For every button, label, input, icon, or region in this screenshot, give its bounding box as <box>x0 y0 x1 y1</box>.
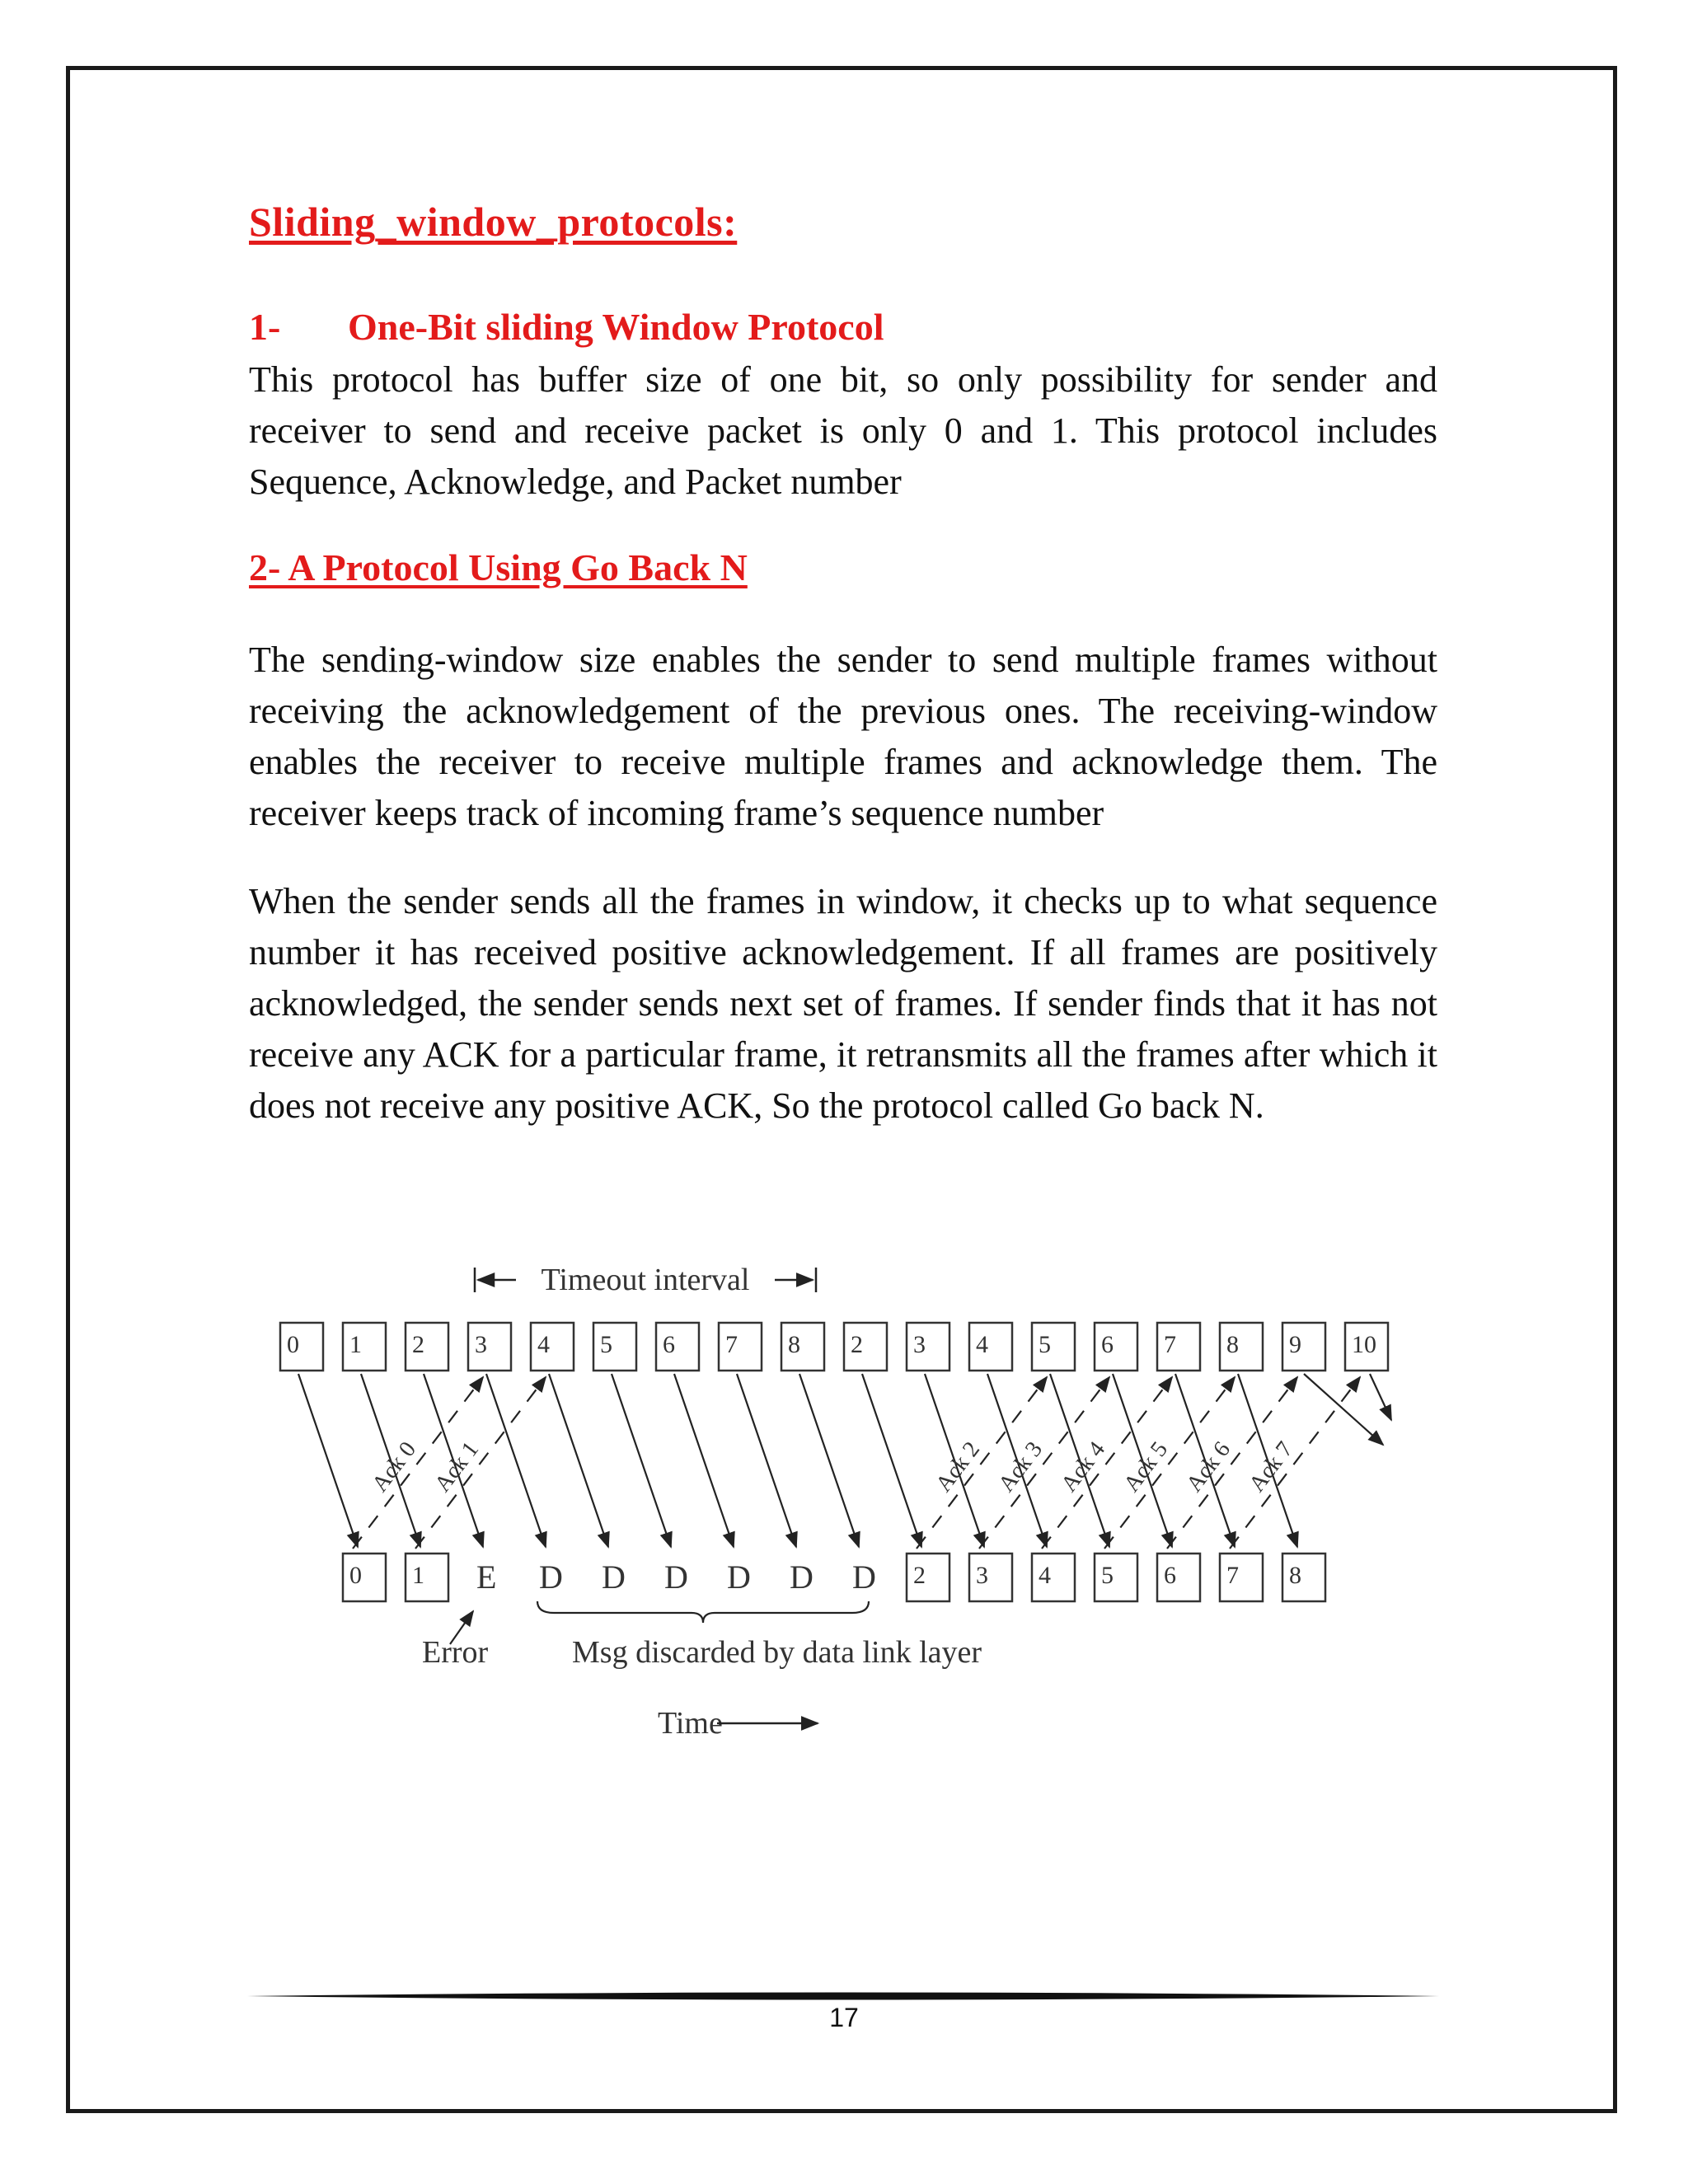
receiver-frame-label: 8 <box>1289 1562 1301 1589</box>
sender-frame-label: 9 <box>1289 1331 1301 1358</box>
sender-frame-label: 4 <box>976 1331 988 1358</box>
section2-paragraph-2: When the sender sends all the frames in window, it checks up to what sequence number it has received positive acknowledgement. If all frames are positively acknowledged, the sender sends next set of frames. If sender finds that it has not receive any ACK for a particular frame, it retransmits all the frames after which it does not receive any positive ACK, So the protocol called Go back N. <box>249 881 1437 1126</box>
receiver-frame-label: 2 <box>913 1562 926 1589</box>
ack-label: Ack 0 <box>367 1436 422 1497</box>
receiver-frame-label: 7 <box>1226 1562 1239 1589</box>
receiver-frame-label: 5 <box>1101 1562 1114 1589</box>
ack-label: Ack 4 <box>1056 1436 1111 1497</box>
sender-frame-label: 7 <box>1164 1331 1176 1358</box>
go-back-n-diagram <box>272 1244 1409 1772</box>
sender-frame-label: 6 <box>663 1331 675 1358</box>
error-label: Error <box>422 1635 489 1670</box>
error-mark: E <box>476 1558 497 1596</box>
sender-frame-label: 4 <box>537 1331 550 1358</box>
frame-arrow <box>486 1374 546 1547</box>
receiver-frame-label: 0 <box>349 1562 362 1589</box>
section1-number: 1- <box>249 306 281 348</box>
section2-heading: 2- A Protocol Using Go Back N <box>249 546 748 588</box>
discard-mark: D <box>539 1558 563 1596</box>
ack-arrow <box>415 1377 546 1549</box>
receiver-frame-label: 1 <box>412 1562 424 1589</box>
sender-frame-label: 0 <box>287 1331 299 1358</box>
sender-frame-label: 8 <box>1226 1331 1239 1358</box>
time-label: Time <box>658 1706 723 1741</box>
ack-label: Ack 7 <box>1244 1436 1299 1497</box>
sender-frame-label: 3 <box>913 1331 926 1358</box>
receiver-frame-label: 4 <box>1039 1562 1051 1589</box>
sender-frame-label: 10 <box>1352 1331 1376 1358</box>
discard-brace <box>537 1601 869 1623</box>
ack-arrow <box>1230 1377 1360 1549</box>
sender-frame-label: 5 <box>600 1331 612 1358</box>
frame-arrow <box>862 1374 921 1547</box>
footer-divider <box>247 1990 1439 2002</box>
discard-mark: D <box>727 1558 751 1596</box>
discard-mark: D <box>790 1558 814 1596</box>
ack-label: Ack 6 <box>1181 1436 1236 1497</box>
receiver-frame-label: 6 <box>1164 1562 1176 1589</box>
section1-heading <box>249 305 884 349</box>
receiver-frame-label: 3 <box>976 1562 988 1589</box>
frame-arrow <box>549 1374 608 1547</box>
sender-frame-label: 7 <box>725 1331 738 1358</box>
ack-label: Ack 3 <box>993 1436 1048 1497</box>
sender-frame-label: 2 <box>851 1331 863 1358</box>
ack-label: Ack 5 <box>1118 1436 1174 1497</box>
frame-arrow <box>1370 1374 1391 1420</box>
page-title: Sliding_window_protocols: <box>249 199 738 245</box>
frame-arrow <box>612 1374 671 1547</box>
discard-mark: D <box>852 1558 876 1596</box>
page-number: 17 <box>829 2003 859 2032</box>
sender-frame-label: 2 <box>412 1331 424 1358</box>
section1-title: One-Bit sliding Window Protocol <box>348 306 884 348</box>
frame-arrow <box>737 1374 796 1547</box>
sender-frame-label: 6 <box>1101 1331 1114 1358</box>
timeout-label: Timeout interval <box>541 1263 750 1297</box>
frame-arrow <box>674 1374 734 1547</box>
section1-paragraph: This protocol has buffer size of one bit, so only possibility for sender and receiver to send and receive packet is only 0 and 1. This protocol includes Sequence, Acknowledge, and Packet number <box>249 359 1437 502</box>
section2-paragraph-1: The sending-window size enables the sender to send multiple frames without receiving the acknowledgement of the previous ones. The receiving-window enables the receiver to receive multiple frames and acknowledge them. The receiver keeps track of incoming frame’s sequence number <box>249 640 1437 833</box>
discard-mark: D <box>664 1558 688 1596</box>
frame-arrow <box>298 1374 358 1547</box>
discard-label: Msg discarded by data link layer <box>572 1635 982 1670</box>
sender-frame-label: 3 <box>475 1331 487 1358</box>
ack-label: Ack 1 <box>429 1436 485 1497</box>
ack-label: Ack 2 <box>931 1436 986 1497</box>
sender-frame-label: 1 <box>349 1331 362 1358</box>
frame-arrow <box>799 1374 859 1547</box>
sender-frame-label: 8 <box>788 1331 800 1358</box>
sender-frame-label: 5 <box>1039 1331 1051 1358</box>
discard-mark: D <box>602 1558 626 1596</box>
